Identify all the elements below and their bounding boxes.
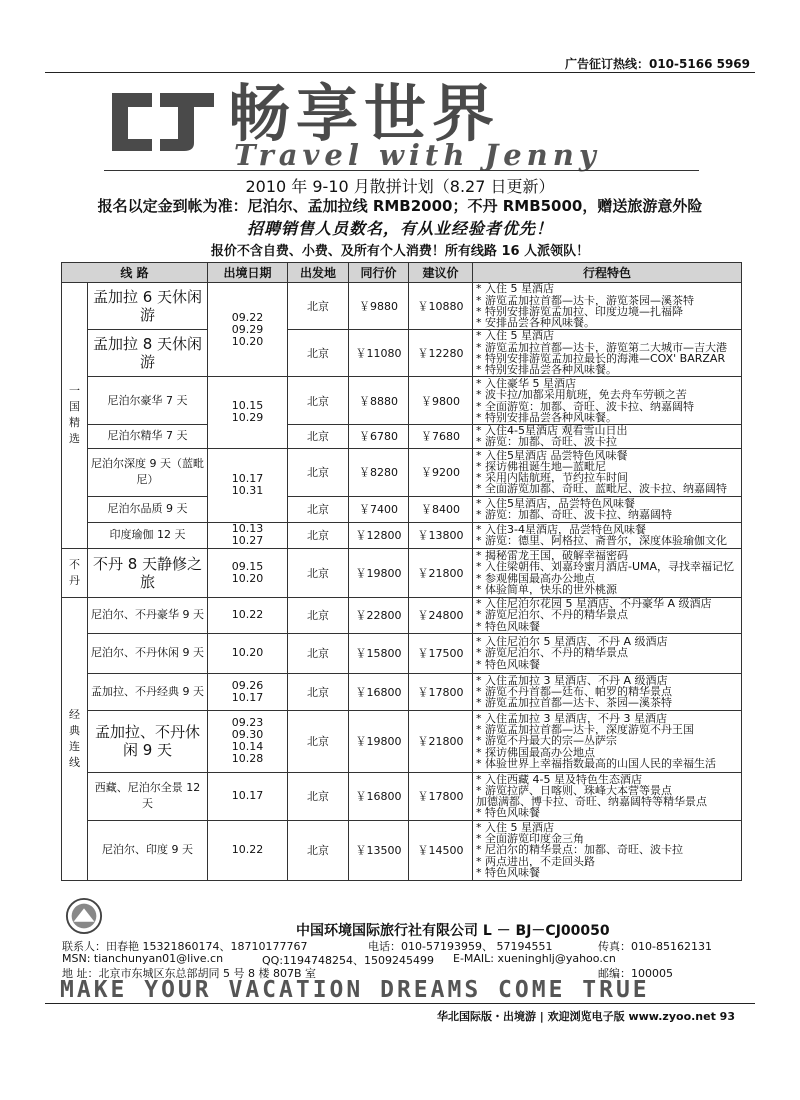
city-cell: 北京 bbox=[288, 772, 349, 820]
feature-line: * 特别安排品尝各种风味餐。 bbox=[476, 411, 617, 424]
suggest-price: ￥13800 bbox=[409, 522, 473, 548]
route-cell: 尼泊尔豪华 7 天 bbox=[88, 377, 208, 425]
peer-price: ￥6780 bbox=[349, 425, 409, 449]
table-row bbox=[62, 448, 742, 496]
date-cell: 10.17 bbox=[208, 772, 288, 820]
feature-line: * 游览孟加拉首都—达卡，游览第二大城市—吉大港 bbox=[476, 341, 727, 353]
feature-line: * 游览不丹最大的宗—丛萨宗 bbox=[476, 735, 617, 747]
peer-price: ￥9880 bbox=[349, 283, 409, 330]
feature-line: * 特色风味餐 bbox=[476, 867, 540, 879]
feature-line: * 特色风味餐 bbox=[476, 658, 540, 671]
peer-price: ￥16800 bbox=[349, 772, 409, 820]
feature-line: * 两点进出，不走回头路 bbox=[476, 855, 595, 868]
header-features: 行程特色 bbox=[473, 263, 742, 283]
feature-line: * 游览尼泊尔、不丹的精华景点 bbox=[476, 609, 628, 621]
route-cell: 西藏、尼泊尔全景 12 天 bbox=[88, 772, 208, 820]
table-row bbox=[62, 548, 742, 597]
contact-msn: MSN: tianchunyan01@live.cn bbox=[62, 952, 224, 965]
feature-line: * 揭秘雷龙王国，破解幸福密码 bbox=[476, 550, 628, 562]
feature-line: * 尼泊尔的精华景点：加都、奇旺、波卡拉 bbox=[476, 844, 683, 856]
feature-line: * 参观佛国最高办公地点 bbox=[476, 572, 595, 584]
plan-title: 2010 年 9-10 月散拼计划（8.27 日更新） bbox=[245, 177, 555, 196]
date-cell: 10.17 10.31 bbox=[208, 448, 288, 522]
table-row bbox=[62, 425, 742, 449]
peer-price: ￥8880 bbox=[349, 377, 409, 425]
route-cell: 尼泊尔、不丹休闲 9 天 bbox=[88, 633, 208, 673]
feature-line: * 安排品尝各种风味餐。 bbox=[476, 317, 595, 329]
contact-postcode: 邮编：100005 bbox=[598, 967, 673, 980]
route-cell: 孟加拉、不丹经典 9 天 bbox=[88, 673, 208, 710]
date-cell: 09.15 10.20 bbox=[208, 548, 288, 597]
category-label: 经 典 连 线 bbox=[69, 707, 80, 769]
suggest-price: ￥12280 bbox=[409, 330, 473, 377]
table-row bbox=[62, 377, 742, 425]
feature-line: * 游览：德里、阿格拉、斋普尔，深度体验瑜伽文化 bbox=[476, 535, 727, 547]
features-cell bbox=[473, 633, 742, 673]
feature-line: * 特别安排游览孟加拉、印度边境—扎福降 bbox=[476, 306, 683, 318]
city-cell: 北京 bbox=[288, 496, 349, 522]
date-cell: 09.23 09.30 10.14 10.28 bbox=[208, 710, 288, 772]
table-row bbox=[62, 522, 742, 548]
features-cell bbox=[473, 772, 742, 820]
date-cell: 10.22 bbox=[208, 820, 288, 880]
suggest-price: ￥17800 bbox=[409, 673, 473, 710]
feature-line: * 全面游览加都、奇旺、蓝毗尼、波卡拉、纳嘉阔特 bbox=[476, 483, 727, 495]
feature-line: * 入住 5 星酒店 bbox=[476, 821, 554, 834]
date-cell: 10.13 10.27 bbox=[208, 522, 288, 548]
table-row bbox=[62, 330, 742, 377]
feature-line: * 特色风味餐 bbox=[476, 620, 540, 633]
features-cell bbox=[473, 425, 742, 449]
table-row bbox=[62, 710, 742, 772]
logo-divider bbox=[104, 170, 699, 171]
contact-fax: 传真：010-85162131 bbox=[598, 940, 712, 953]
features-cell bbox=[473, 283, 742, 330]
features-cell bbox=[473, 522, 742, 548]
feature-line: * 探访佛国最高办公地点 bbox=[476, 746, 595, 759]
peer-price: ￥7400 bbox=[349, 496, 409, 522]
route-cell: 尼泊尔品质 9 天 bbox=[88, 496, 208, 522]
feature-line: * 游览拉萨、日喀则、珠峰大本营等景点 bbox=[476, 784, 672, 797]
deposit-note: 报名以定金到帐为准：尼泊尔、孟加拉线 RMB2000；不丹 RMB5000，赠送旅游意外险 bbox=[97, 197, 703, 215]
city-cell: 北京 bbox=[288, 377, 349, 425]
peer-price: ￥8280 bbox=[349, 448, 409, 496]
table-row bbox=[62, 820, 742, 880]
header-route: 线 路 bbox=[62, 263, 208, 283]
suggest-price: ￥24800 bbox=[409, 597, 473, 633]
header-date: 出境日期 bbox=[208, 263, 288, 283]
peer-price: ￥19800 bbox=[349, 548, 409, 597]
suggest-price: ￥21800 bbox=[409, 548, 473, 597]
city-cell: 北京 bbox=[288, 425, 349, 449]
peer-price: ￥19800 bbox=[349, 710, 409, 772]
route-cell: 尼泊尔精华 7 天 bbox=[88, 425, 208, 449]
suggest-price: ￥9800 bbox=[409, 377, 473, 425]
table-row bbox=[62, 772, 742, 820]
features-cell bbox=[473, 820, 742, 880]
feature-line: * 入住孟加拉 3 星酒店、不丹 A 级酒店 bbox=[476, 674, 668, 686]
category-label: 一 国 精 选 bbox=[69, 384, 80, 446]
date-cell: 10.22 bbox=[208, 597, 288, 633]
feature-line: * 全面游览：加都、奇旺、波卡拉、纳嘉阔特 bbox=[476, 400, 694, 412]
contact-email: E-MAIL: xueninghlj@yahoo.cn bbox=[453, 952, 616, 965]
feature-line: * 特色风味餐 bbox=[476, 807, 540, 819]
suggest-price: ￥9200 bbox=[409, 448, 473, 496]
emblem-icon bbox=[65, 897, 103, 935]
cj-logo-icon bbox=[108, 83, 218, 153]
feature-line: * 入住西藏 4-5 星及特色生态酒店 bbox=[476, 773, 642, 785]
contact-phone: 电话：010-57193959、 57194551 bbox=[368, 940, 553, 953]
slogan: MAKE YOUR VACATION DREAMS COME TRUE bbox=[60, 977, 650, 1003]
peer-price: ￥15800 bbox=[349, 633, 409, 673]
peer-price: ￥22800 bbox=[349, 597, 409, 633]
feature-line: * 入住5星酒店 品尝特色风味餐 bbox=[476, 449, 628, 461]
peer-price: ￥16800 bbox=[349, 673, 409, 710]
city-cell: 北京 bbox=[288, 330, 349, 377]
features-cell bbox=[473, 710, 742, 772]
contact-person: 联系人：田春艳 15321860174、18710177767 bbox=[62, 940, 308, 953]
feature-line: * 全面游览印度金三角 bbox=[476, 833, 584, 845]
feature-line: * 入住5星酒店，品尝特色风味餐 bbox=[476, 497, 635, 510]
feature-line: * 体验世界上幸福指数最高的山国人民的幸福生活 bbox=[476, 758, 716, 770]
route-cell: 不丹 8 天静修之旅 bbox=[88, 548, 208, 597]
price-note: 报价不含自费、小费、及所有个人消费！所有线路 16 人派领队！ bbox=[210, 244, 590, 259]
date-cell: 10.15 10.29 bbox=[208, 377, 288, 449]
header-divider bbox=[45, 72, 755, 73]
footer-divider bbox=[45, 1003, 755, 1004]
trips-table bbox=[61, 262, 742, 881]
features-cell bbox=[473, 496, 742, 522]
date-cell: 09.22 09.29 10.20 bbox=[208, 283, 288, 377]
city-cell: 北京 bbox=[288, 633, 349, 673]
company-name: 中国环境国际旅行社有限公司 L － BJ－CJ00050 bbox=[296, 923, 610, 939]
date-cell: 10.20 bbox=[208, 633, 288, 673]
recruit-note: 招聘销售人员数名，有从业经验者优先！ bbox=[246, 219, 553, 238]
feature-line: * 游览孟加拉首都—达卡，游览茶园—溪茶特 bbox=[476, 294, 694, 306]
date-cell: 09.26 10.17 bbox=[208, 673, 288, 710]
feature-line: * 入住 5 星酒店 bbox=[476, 330, 554, 342]
page-footer: 华北国际版・出境游 | 欢迎浏览电子版 www.zyoo.net 93 bbox=[436, 1010, 735, 1023]
route-cell: 孟加拉 8 天休闲游 bbox=[88, 330, 208, 377]
feature-line: * 游览尼泊尔、不丹的精华景点 bbox=[476, 647, 628, 659]
feature-line: * 特别安排品尝各种风味餐。 bbox=[476, 364, 617, 376]
city-cell: 北京 bbox=[288, 820, 349, 880]
features-cell bbox=[473, 377, 742, 425]
feature-line: * 游览不丹首都—廷布、帕罗的精华景点 bbox=[476, 685, 672, 698]
table-row bbox=[62, 597, 742, 633]
suggest-price: ￥17800 bbox=[409, 772, 473, 820]
category-c3 bbox=[62, 597, 88, 880]
route-cell: 尼泊尔、印度 9 天 bbox=[88, 820, 208, 880]
logo-mark-text: CJ bbox=[108, 83, 109, 84]
features-cell bbox=[473, 330, 742, 377]
feature-line: * 特别安排游览孟加拉最长的海滩—COX' BARZAR bbox=[476, 353, 726, 365]
feature-line: * 入住 5 星酒店 bbox=[476, 283, 554, 295]
feature-line: * 入住尼泊尔花园 5 星酒店、不丹豪华 A 级酒店 bbox=[476, 598, 712, 610]
city-cell: 北京 bbox=[288, 448, 349, 496]
route-cell: 尼泊尔、不丹豪华 9 天 bbox=[88, 597, 208, 633]
category-c2 bbox=[62, 548, 88, 597]
feature-line: * 入住4-5星酒店 观看雪山日出 bbox=[476, 425, 628, 437]
contact-qq: QQ:1194748254、1509245499 bbox=[262, 954, 434, 967]
peer-price: ￥13500 bbox=[349, 820, 409, 880]
table-header-row bbox=[62, 263, 742, 283]
route-cell: 孟加拉 6 天休闲游 bbox=[88, 283, 208, 330]
table-row bbox=[62, 633, 742, 673]
feature-line: * 探访佛祖诞生地—蓝毗尼 bbox=[476, 460, 606, 473]
feature-line: * 游览孟加拉首都—达卡、茶园—溪茶特 bbox=[476, 697, 672, 709]
suggest-price: ￥21800 bbox=[409, 710, 473, 772]
feature-line: * 采用内陆航班，节约拉车时间 bbox=[476, 472, 628, 484]
category-c1 bbox=[62, 283, 88, 549]
city-cell: 北京 bbox=[288, 673, 349, 710]
feature-line: * 入住梁朝伟、刘嘉玲蜜月酒店-UMA，寻找幸福记忆 bbox=[476, 561, 735, 573]
city-cell: 北京 bbox=[288, 548, 349, 597]
city-cell: 北京 bbox=[288, 522, 349, 548]
features-cell bbox=[473, 448, 742, 496]
header-suggest-price: 建议价 bbox=[409, 263, 473, 283]
city-cell: 北京 bbox=[288, 597, 349, 633]
ad-hotline: 广告征订热线：010-5166 5969 bbox=[564, 57, 750, 71]
peer-price: ￥12800 bbox=[349, 522, 409, 548]
logo-title-en: Travel with Jenny bbox=[234, 138, 601, 172]
route-cell: 尼泊尔深度 9 天（蓝毗尼） bbox=[88, 448, 208, 496]
logo-title-cn: 畅享世界 bbox=[228, 77, 501, 150]
table-row bbox=[62, 283, 742, 330]
feature-line: * 入住豪华 5 星酒店 bbox=[476, 377, 576, 390]
feature-line: * 入住尼泊尔 5 星酒店、不丹 A 级酒店 bbox=[476, 636, 668, 648]
feature-line: 加德满都、博卡拉、奇旺、纳嘉阔特等精华景点 bbox=[476, 796, 707, 808]
contact-address: 地 址：北京市东城区东总部胡同 5 号 8 楼 807B 室 bbox=[62, 967, 317, 980]
city-cell: 北京 bbox=[288, 710, 349, 772]
city-cell: 北京 bbox=[288, 283, 349, 330]
features-cell bbox=[473, 597, 742, 633]
category-label: 不 丹 bbox=[69, 557, 80, 587]
header-city: 出发地 bbox=[288, 263, 349, 283]
peer-price: ￥11080 bbox=[349, 330, 409, 377]
route-cell: 孟加拉、不丹休闲 9 天 bbox=[88, 710, 208, 772]
feature-line: * 体验简单，快乐的世外桃源 bbox=[476, 583, 617, 596]
suggest-price: ￥7680 bbox=[409, 425, 473, 449]
suggest-price: ￥14500 bbox=[409, 820, 473, 880]
features-cell bbox=[473, 673, 742, 710]
feature-line: * 游览：加都、奇旺、波卡拉 bbox=[476, 436, 617, 448]
route-cell: 印度瑜伽 12 天 bbox=[88, 522, 208, 548]
feature-line: * 游览孟加拉首都—达卡，深度游览不丹王国 bbox=[476, 724, 694, 736]
suggest-price: ￥17500 bbox=[409, 633, 473, 673]
feature-line: * 游览：加都、奇旺、波卡拉、纳嘉阔特 bbox=[476, 509, 672, 521]
table-row bbox=[62, 496, 742, 522]
table-row bbox=[62, 673, 742, 710]
feature-line: * 入住孟加拉 3 星酒店，不丹 3 星酒店 bbox=[476, 712, 667, 725]
feature-line: * 波卡拉/加都采用航班，免去舟车劳顿之苦 bbox=[476, 389, 687, 401]
header-peer-price: 同行价 bbox=[349, 263, 409, 283]
suggest-price: ￥10880 bbox=[409, 283, 473, 330]
feature-line: * 入住3-4星酒店，品尝特色风味餐 bbox=[476, 523, 646, 536]
suggest-price: ￥8400 bbox=[409, 496, 473, 522]
features-cell bbox=[473, 548, 742, 597]
